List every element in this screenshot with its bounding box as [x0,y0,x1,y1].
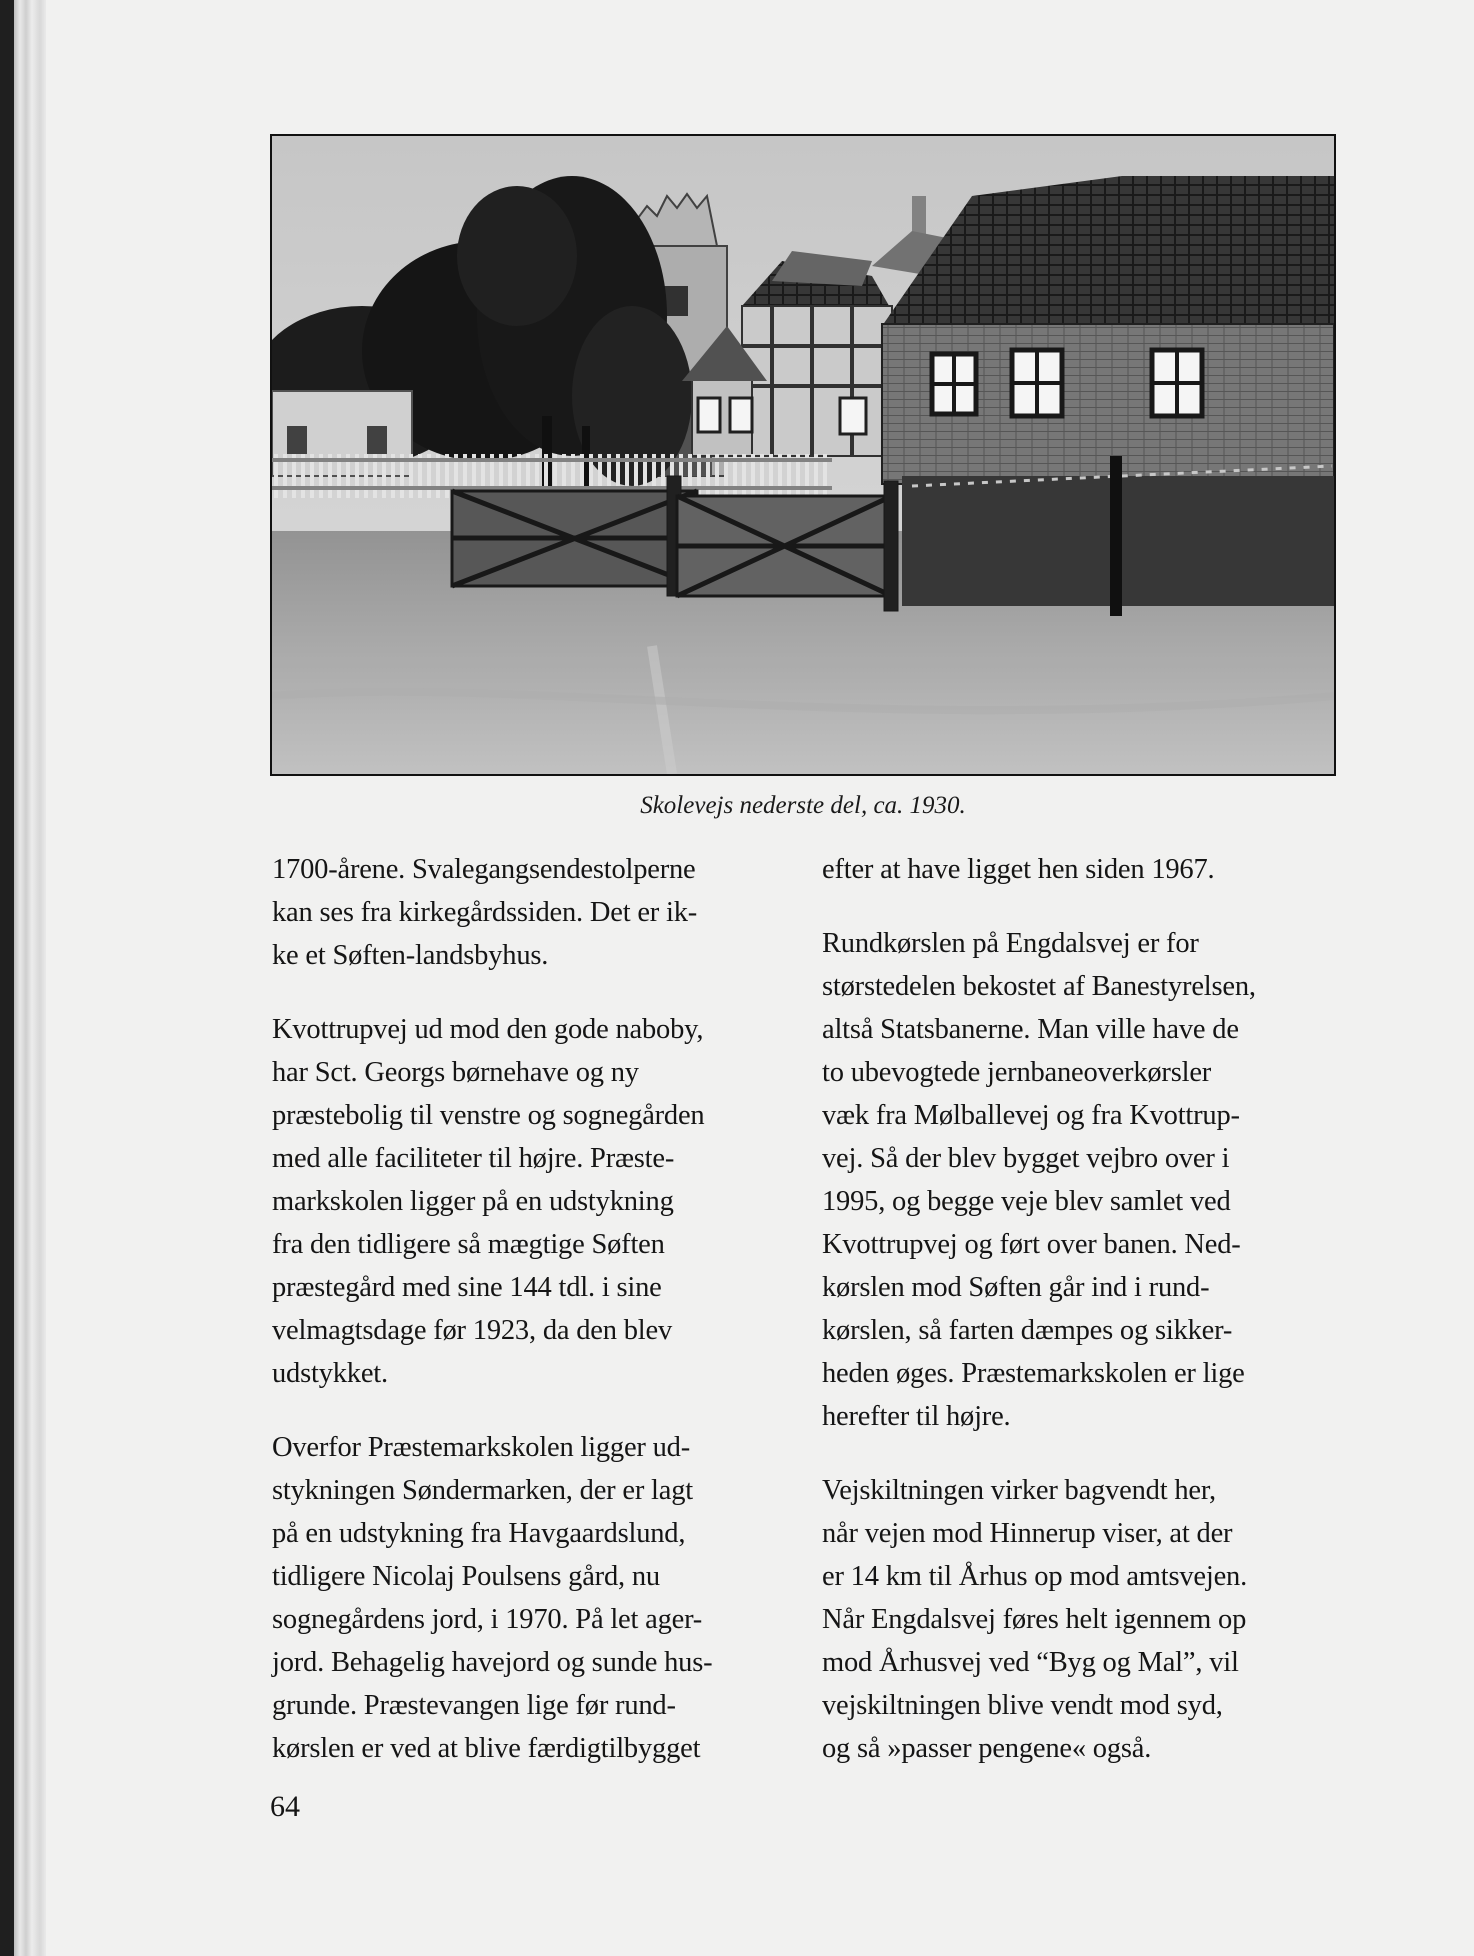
text-line: væk fra Mølballevej og fra Kvottrup- [822,1100,1240,1131]
text-line: og så »passer pengene« også. [822,1733,1152,1764]
text-line: med alle faciliteter til højre. Præste- [272,1143,675,1174]
text-line: Kvottrupvej og ført over banen. Ned- [822,1229,1241,1260]
text-line: altså Statsbanerne. Man ville have de [822,1014,1239,1045]
text-line: har Sct. Georgs børnehave og ny [272,1057,639,1088]
paragraph [272,848,822,977]
text-line: præstegård med sine 144 tdl. i sine [272,1272,662,1303]
text-line: 1700-årene. Svalegangsendestolperne [272,854,696,885]
text-line: stykningen Søndermarken, der er lagt [272,1475,693,1506]
historic-photo [270,134,1336,776]
text-line: Rundkørslen på Engdalsvej er for [822,928,1199,959]
page-number: 64 [270,1790,300,1823]
text-line: kørslen, så farten dæmpes og sikker- [822,1315,1233,1346]
text-line: to ubevogtede jernbaneoverkørsler [822,1057,1212,1088]
text-line: markskolen ligger på en udstykning [272,1186,674,1217]
text-line: kørslen er ved at blive færdigtilbygget [272,1733,701,1764]
text-line: 1995, og begge veje blev samlet ved [822,1186,1231,1217]
text-line: på en udstykning fra Havgaardslund, [272,1518,686,1549]
text-line: størstedelen bekostet af Banestyrelsen, [822,971,1256,1002]
text-line: sognegårdens jord, i 1970. På let ager- [272,1604,703,1635]
text-line: Kvottrupvej ud mod den gode naboby, [272,1014,704,1045]
paragraph [272,1008,822,1395]
text-line: Overfor Præstemarkskolen ligger ud- [272,1432,691,1463]
paragraph [272,1426,822,1770]
text-line: velmagtsdage før 1923, da den blev [272,1315,672,1346]
paragraph [822,848,1402,891]
paragraph [822,922,1402,1438]
text-line: når vejen mod Hinnerup viser, at der [822,1518,1233,1549]
text-line: præstebolig til venstre og sognegården [272,1100,705,1131]
paragraph [822,1469,1402,1770]
text-line: tidligere Nicolaj Poulsens gård, nu [272,1561,660,1592]
text-line: ke et Søften-landsbyhus. [272,940,549,971]
text-line: herefter til højre. [822,1401,1011,1432]
text-line: vejskiltningen blive vendt mod syd, [822,1690,1223,1721]
text-line: heden øges. Præstemarkskolen er lige [822,1358,1245,1389]
text-line: fra den tidligere så mægtige Søften [272,1229,665,1260]
text-line: Vejskiltningen virker bagvendt her, [822,1475,1216,1506]
street-scene-photo [272,136,1334,774]
book-page [46,0,1474,1956]
text-line: udstykket. [272,1358,388,1389]
right-column [822,848,1402,1801]
photo-caption: Skolevejs nederste del, ca. 1930. [640,792,966,819]
text-line: kan ses fra kirkegårdssiden. Det er ik- [272,897,698,928]
text-line: jord. Behagelig havejord og sunde hus- [272,1647,713,1678]
text-line: mod Århusvej ved “Byg og Mal”, vil [822,1647,1239,1678]
left-column [272,848,822,1801]
text-line: Når Engdalsvej føres helt igennem op [822,1604,1247,1635]
text-line: efter at have ligget hen siden 1967. [822,854,1215,885]
text-line: kørslen mod Søften går ind i rund- [822,1272,1210,1303]
text-line: er 14 km til Århus op mod amtsvejen. [822,1561,1247,1592]
text-line: vej. Så der blev bygget vejbro over i [822,1143,1230,1174]
text-line: grunde. Præstevangen lige før rund- [272,1690,676,1721]
